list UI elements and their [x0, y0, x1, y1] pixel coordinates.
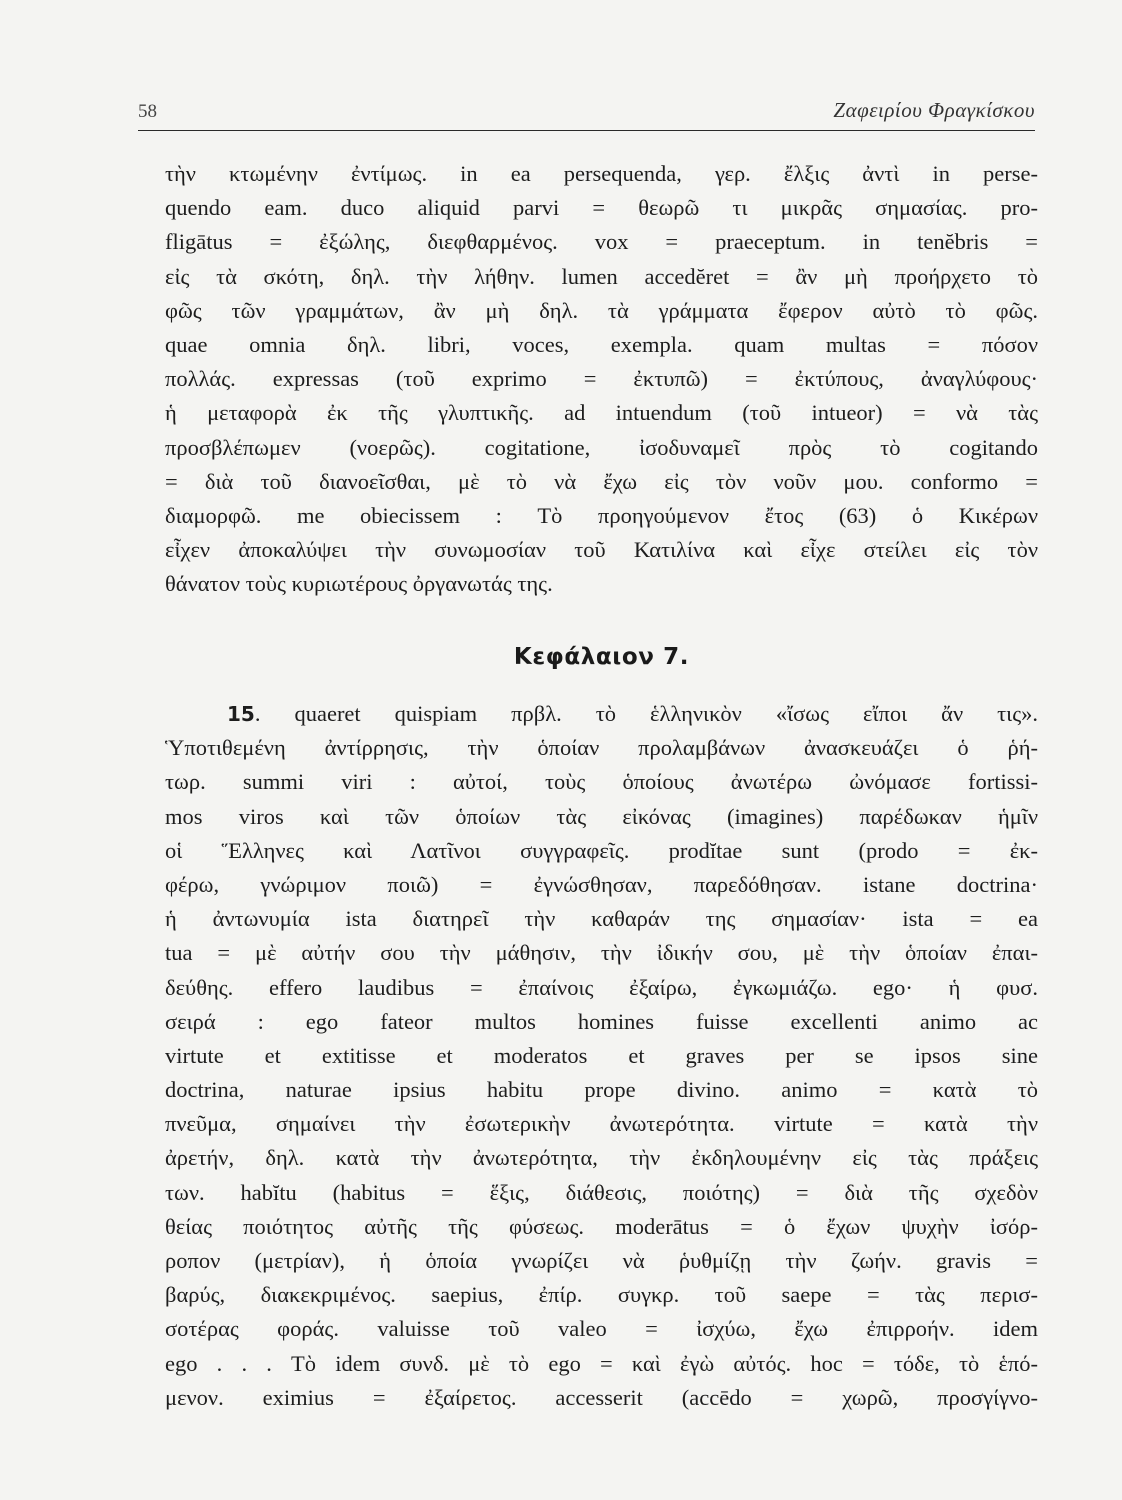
text-line: tua = μὲ αὐτήν σου τὴν μάθησιν, τὴν ἰδικήν σου, μὲ τὴν ὁποίαν ἐπαι- — [165, 940, 1038, 966]
text-line: πολλάς. expressas (τοῦ exprimo = ἐκτυπῶ) = ἐκτύπους, ἀναγλύφους· — [165, 366, 1038, 392]
text-line: οἱ Ἕλληνες καὶ Λατῖνοι συγγραφεῖς. prodĭtae sunt (prodo = ἐκ- — [165, 837, 1038, 863]
paragraph-number: 15 — [227, 702, 255, 726]
text-line: ροπον (μετρίαν), ἡ ὁποία γνωρίζει νὰ ῥυθμίζῃ τὴν ζωήν. gravis = — [165, 1248, 1038, 1273]
text-line: φέρω, γνώριμον ποιῶ) = ἐγνώσθησαν, παρεδόθησαν. istane doctrina· — [165, 871, 1038, 897]
text-line: σοτέρας φοράς. valuisse τοῦ valeo = ἰσχύω, ἔχω ἐπιρροήν. idem — [165, 1316, 1038, 1342]
running-head — [138, 98, 1035, 128]
paragraph-first-line — [165, 697, 1038, 731]
text-line: πνεῦμα, σημαίνει τὴν ἐσωτερικὴν ἀνωτερότητα. virtute = κατὰ τὴν — [165, 1111, 1038, 1137]
chapter-heading: Κεφάλαιον 7. — [513, 644, 690, 670]
text-line: φῶς τῶν γραμμάτων, ἂν μὴ δηλ. τὰ γράμματα ἔφερον αὐτὸ τὸ φῶς. — [165, 297, 1038, 323]
text-line: quae omnia δηλ. libri, voces, exempla. quam multas = πόσον — [165, 331, 1038, 357]
text-line: μενον. eximius = ἐξαίρετος. accesserit (accēdo = χωρῶ, προσγίγνο- — [165, 1384, 1038, 1410]
text-line: των. habĭtu (habitus = ἕξις, διάθεσις, ποιότης) = διὰ τῆς σχεδὸν — [165, 1179, 1038, 1205]
text-line: σειρά : ego fateor multos homines fuisse excellenti animo ac — [165, 1008, 1038, 1034]
text-line: doctrina, naturae ipsius habitu prope divino. animo = κατὰ τὸ — [165, 1077, 1038, 1103]
text-line: δεύθης. effero laudibus = ἐπαίνοις ἐξαίρω, ἐγκωμιάζω. ego· ἡ φυσ. — [165, 974, 1038, 1000]
text-line: Ὑποτιθεμένη ἀντίρρησις, τὴν ὁποίαν προλαμβάνων ἀνασκευάζει ὁ ῥή- — [165, 735, 1038, 761]
commentary-block-2 — [165, 697, 1038, 1415]
header-rule — [138, 130, 1035, 131]
text-line: θείας ποιότητος αὐτῆς τῆς φύσεως. moderātus = ὁ ἔχων ψυχὴν ἰσόρ- — [165, 1213, 1038, 1239]
text-line: ego . . . Τὸ idem συνδ. μὲ τὸ ego = καὶ ἐγὼ αὐτός. hoc = τόδε, τὸ ἑπό- — [165, 1350, 1038, 1376]
text-line: προσβλέπωμεν (νοερῶς). cogitatione, ἰσοδυναμεῖ πρὸς τὸ cogitando — [165, 434, 1038, 460]
text-line: virtute et extitisse et moderatos et graves per se ipsos sine — [165, 1042, 1038, 1068]
text-line: εἰς τὰ σκότη, δηλ. τὴν λήθην. lumen accedĕret = ἂν μὴ προήρχετο τὸ — [165, 263, 1038, 289]
text-line: τὴν κτωμένην ἐντίμως. in ea persequenda, γερ. ἔλξις ἀντὶ in perse- — [165, 161, 1038, 186]
text-line: εἶχεν ἀποκαλύψει τὴν συνωμοσίαν τοῦ Κατιλίνα καὶ εἶχε στείλει εἰς τὸν — [165, 537, 1038, 563]
text-line: βαρύς, διακεκριμένος. saepius, ἐπίρ. συγκρ. τοῦ saepe = τὰς περισ- — [165, 1282, 1038, 1308]
text-line: mos viros καὶ τῶν ὁποίων τὰς εἰκόνας (imagines) παρέδωκαν ἡμῖν — [165, 803, 1038, 829]
text-line-segment: . quaeret quispiam πρβλ. τὸ ἑλληνικὸν «ἴσως εἴποι ἄν τις». — [254, 701, 1038, 726]
text-line: θάνατον τοὺς κυριωτέρους ὀργανωτάς της. — [165, 571, 553, 597]
page-number: 58 — [138, 101, 157, 122]
text-line: τωρ. summi viri : αὐτοί, τοὺς ὁποίους ἀνωτέρω ὠνόμασε fortissi- — [165, 769, 1038, 795]
text-line: ἀρετήν, δηλ. κατὰ τὴν ἀνωτερότητα, τὴν ἐκδηλουμένην εἰς τὰς πράξεις — [165, 1145, 1038, 1171]
text-line: διαμορφῶ. me obiecissem : Τὸ προηγούμενον ἔτος (63) ὁ Κικέρων — [165, 502, 1038, 528]
text-line: = διὰ τοῦ διανοεῖσθαι, μὲ τὸ νὰ ἔχω εἰς τὸν νοῦν μου. conformo = — [165, 468, 1038, 494]
text-line: fligātus = ἐξώλης, διεφθαρμένος. vox = praeceptum. in tenĕbris = — [165, 229, 1038, 255]
text-line: ἡ ἀντωνυμία ista διατηρεῖ τὴν καθαράν της σημασίαν· ista = ea — [165, 906, 1038, 932]
commentary-block-1 — [165, 157, 1038, 601]
text-line: quendo eam. duco aliquid parvi = θεωρῶ τι μικρᾶς σημασίας. pro- — [165, 195, 1038, 221]
text-line: ἡ μεταφορὰ ἐκ τῆς γλυπτικῆς. ad intuendum (τοῦ intueor) = νὰ τὰς — [165, 400, 1038, 426]
header-title: Ζαφειρίου Φραγκίσκου — [833, 98, 1035, 122]
